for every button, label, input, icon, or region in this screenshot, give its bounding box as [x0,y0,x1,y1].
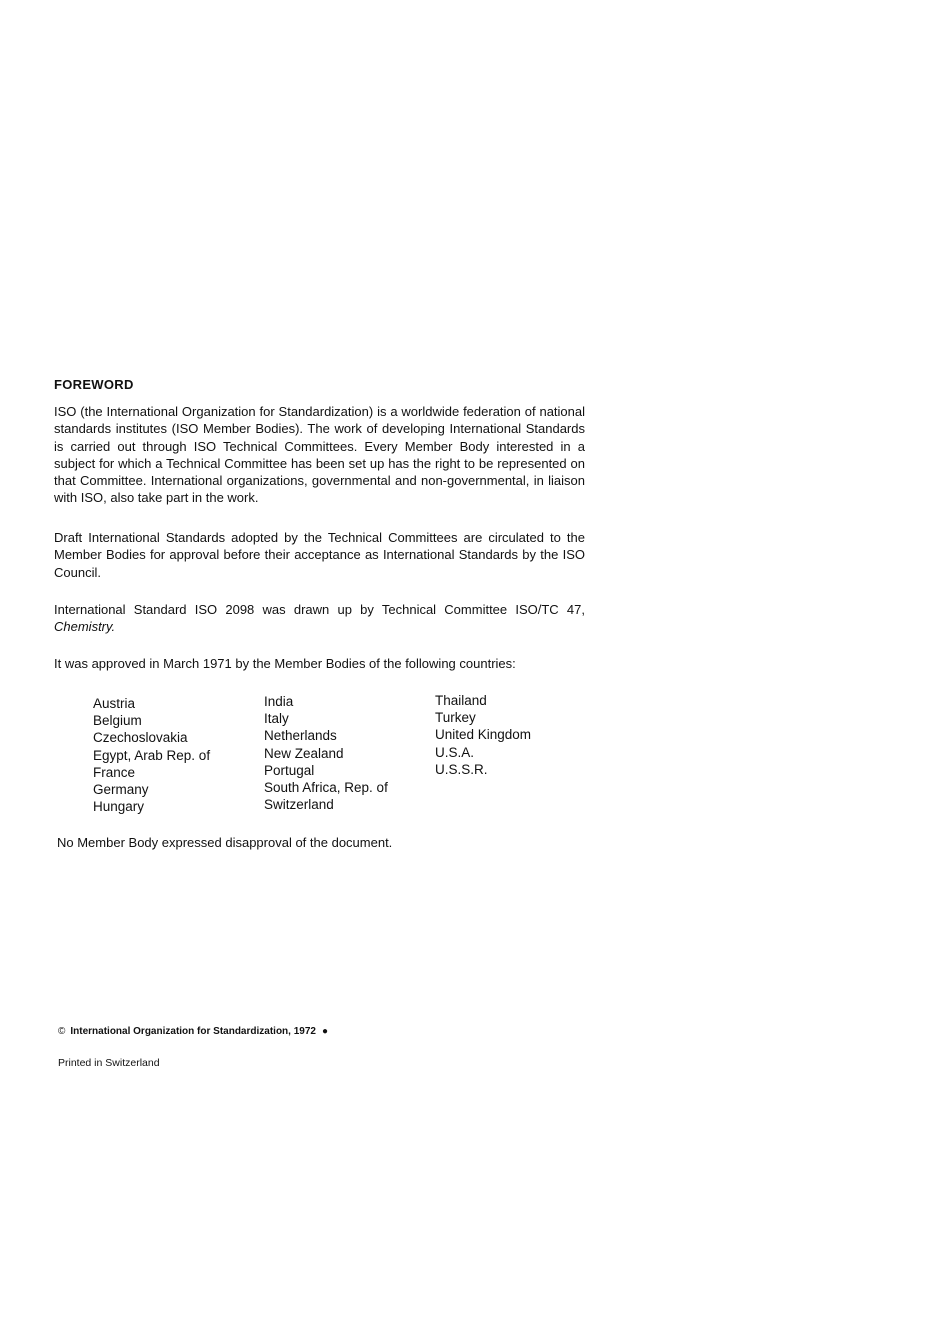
country-item: Thailand [435,693,487,708]
copyright-line [58,1026,328,1037]
country-item: Italy [264,711,289,727]
country-item: Egypt, Arab Rep. of [93,747,211,763]
foreword-heading: FOREWORD [54,377,134,392]
foreword-paragraph-5: No Member Body expressed disapproval of the document. [57,835,393,850]
copyright-icon: © [58,1026,66,1037]
committee-name: Chemistry. [54,619,116,635]
printed-in-note: Printed in Switzerland [58,1057,160,1069]
country-item: Portugal [264,762,315,778]
foreword-paragraph-3 [54,601,585,636]
foreword-paragraph-2: Draft International Standards adopted by the Technical Committees are circulated to the Member Bodies for approval before their acceptance as International Standards by the ISO Council. [54,530,585,580]
countries-column-2 [264,693,388,813]
paragraph-3-text: International Standard ISO 2098 was drawn up by Technical Committee ISO/TC 47, [54,602,585,617]
bullet-icon: ● [321,1026,329,1037]
country-item: South Africa, Rep. of [264,780,388,796]
country-item: Netherlands [264,728,337,744]
country-item: New Zealand [264,745,344,761]
countries-column-1 [93,695,210,815]
country-item: France [93,764,136,780]
country-item: Belgium [93,713,142,729]
country-item: Austria [93,696,136,711]
country-item: India [264,694,294,709]
country-item: U.S.S.R. [435,761,488,777]
foreword-paragraph-1: ISO (the International Organization for Standardization) is a worldwide federation of national standards institutes (ISO Member Bodies). The work of developing International Standards is carried out through ISO Technical Committees. Every Member Body interested in a subject for which a Technical Committee has been set up has the right to be represented on that Committee. International organizations, governmental and non-governmental, in liaison with ISO, also take part in the work. [54,404,585,506]
country-item: Germany [93,782,149,798]
country-item: Turkey [435,710,476,726]
countries-column-3 [435,692,531,778]
country-item: United Kingdom [435,727,532,743]
foreword-paragraph-4: It was approved in March 1971 by the Member Bodies of the following countries: [54,656,516,671]
country-item: U.S.A. [435,744,475,760]
copyright-text: International Organization for Standardization, 1972 [70,1026,316,1037]
country-item: Czechoslovakia [93,730,188,746]
country-item: Switzerland [264,797,334,813]
country-item: Hungary [93,799,145,815]
